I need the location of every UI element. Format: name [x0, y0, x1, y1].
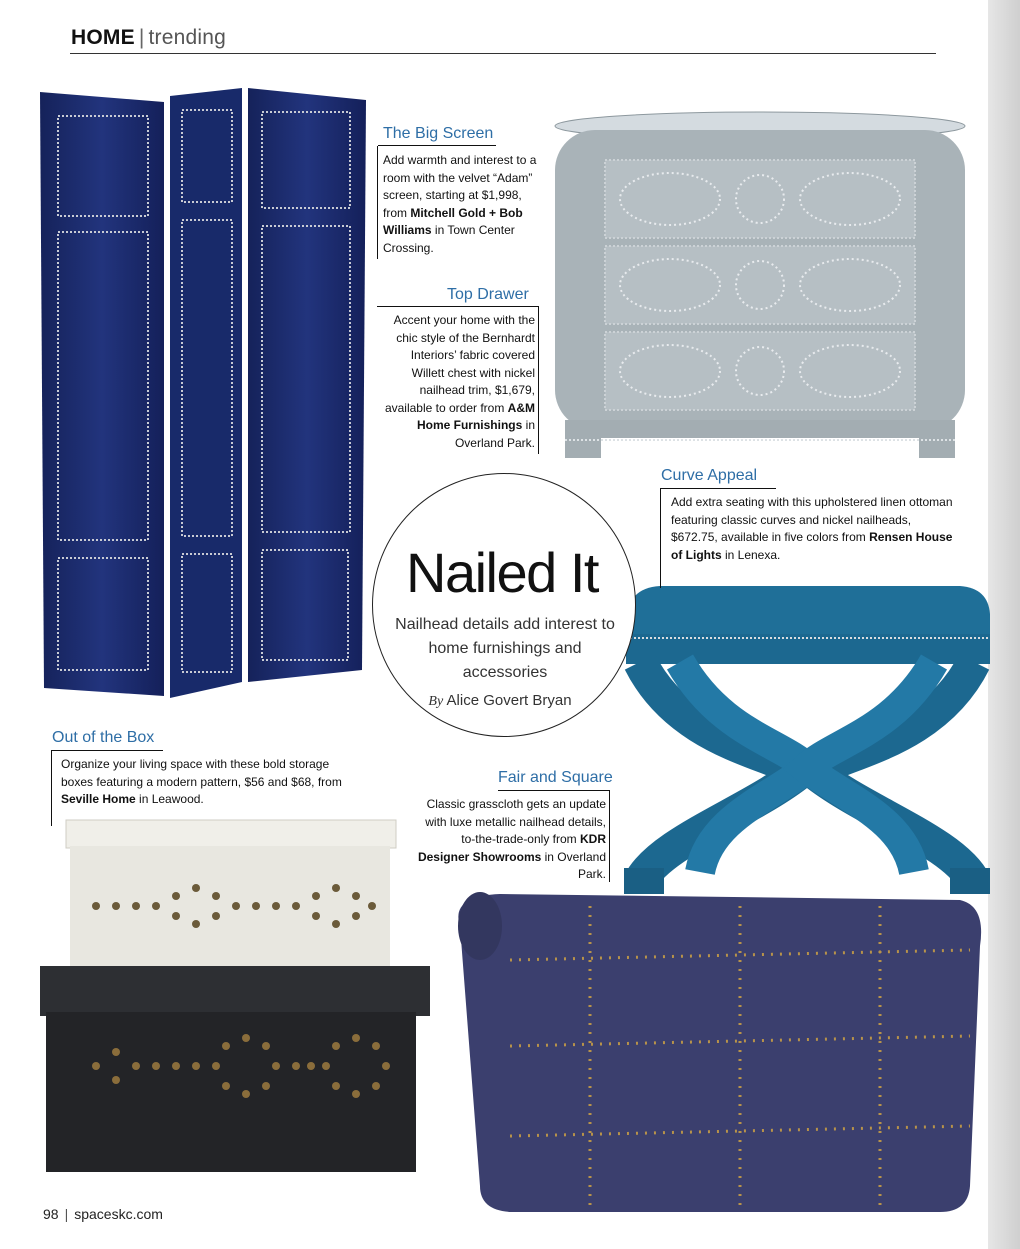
big-screen-body-text: Add warmth and interest to a room with the velvet “Adam” screen, starting at $1,998, from [383, 153, 537, 220]
top-drawer-body [376, 312, 535, 452]
curve-appeal-title: Curve Appeal [661, 467, 758, 484]
header-rule [70, 53, 936, 54]
section-header [71, 26, 226, 50]
byline-prefix: By [428, 694, 444, 709]
big-screen-vertical-rule [377, 146, 378, 259]
wallpaper-roll-image [440, 886, 988, 1216]
big-screen-title: The Big Screen [383, 125, 494, 142]
top-drawer-retailer: A&M Home Furnishings [416, 400, 535, 432]
fair-square-retailer: KDR Designer Showrooms [417, 832, 606, 864]
big-screen-rule [378, 145, 496, 146]
curve-appeal-retailer: Rensen House of Lights [671, 530, 953, 562]
nailhead-chest-image [550, 110, 970, 464]
out-of-box-location: in Leawood. [135, 792, 204, 806]
byline-author: Alice Govert Bryan [446, 692, 572, 709]
ottoman-image [620, 582, 994, 914]
site-url[interactable]: spaceskc.com [74, 1206, 163, 1222]
fair-square-body-text: Classic grasscloth gets an update with luxe metallic nailhead details, to-the-trade-only from [425, 797, 606, 846]
feature-subhead: Nailhead details add interest to home furnishings and accessories [395, 616, 615, 681]
page-number: 98 [43, 1206, 59, 1222]
curve-appeal-body [671, 494, 961, 564]
storage-boxes-image [36, 816, 436, 1180]
out-of-box-vertical-rule [51, 750, 52, 826]
fair-square-vertical-rule [609, 790, 610, 882]
section-label: HOME [71, 26, 135, 49]
out-of-box-title: Out of the Box [52, 729, 155, 746]
top-drawer-title: Top Drawer [447, 286, 529, 303]
out-of-box-retailer: Seville Home [61, 792, 136, 806]
fair-square-location: in Overland Park. [541, 849, 606, 881]
subsection-label: trending [148, 26, 226, 49]
fair-square-rule [498, 790, 609, 791]
top-drawer-rule [377, 306, 538, 307]
folding-screen-image [36, 84, 372, 704]
top-drawer-location: in Overland Park. [454, 418, 535, 450]
curve-appeal-rule [660, 488, 776, 489]
footer-separator: | [64, 1206, 69, 1222]
big-screen-body [383, 152, 539, 257]
curve-appeal-location: in Lenexa. [721, 547, 781, 562]
fair-square-body [408, 796, 606, 884]
feature-title: Nailed It [406, 541, 598, 604]
out-of-box-body-text: Organize your living space with these bold storage boxes featuring a modern pattern, $56 and $68, from [61, 757, 342, 789]
curve-appeal-body-text: Add extra seating with this upholstered linen ottoman featuring classic curves and nickel nailheads, $672.75, available in five colors from [671, 495, 953, 544]
out-of-box-rule [51, 750, 163, 751]
curve-appeal-vertical-rule [660, 488, 661, 588]
big-screen-retailer: Mitchell Gold + Bob Williams [383, 205, 523, 237]
page-footer [43, 1206, 163, 1222]
header-separator: | [138, 26, 145, 49]
out-of-box-body [61, 756, 361, 809]
byline [380, 692, 620, 710]
top-drawer-vertical-rule [538, 306, 539, 454]
big-screen-location: in Town Center Crossing. [383, 223, 515, 255]
top-drawer-body-text: Accent your home with the chic style of the Bernhardt Interiors’ fabric covered Willett chest with nickel nailhead trim, $1,679, available to order from [384, 313, 535, 415]
fair-square-title: Fair and Square [498, 769, 613, 786]
